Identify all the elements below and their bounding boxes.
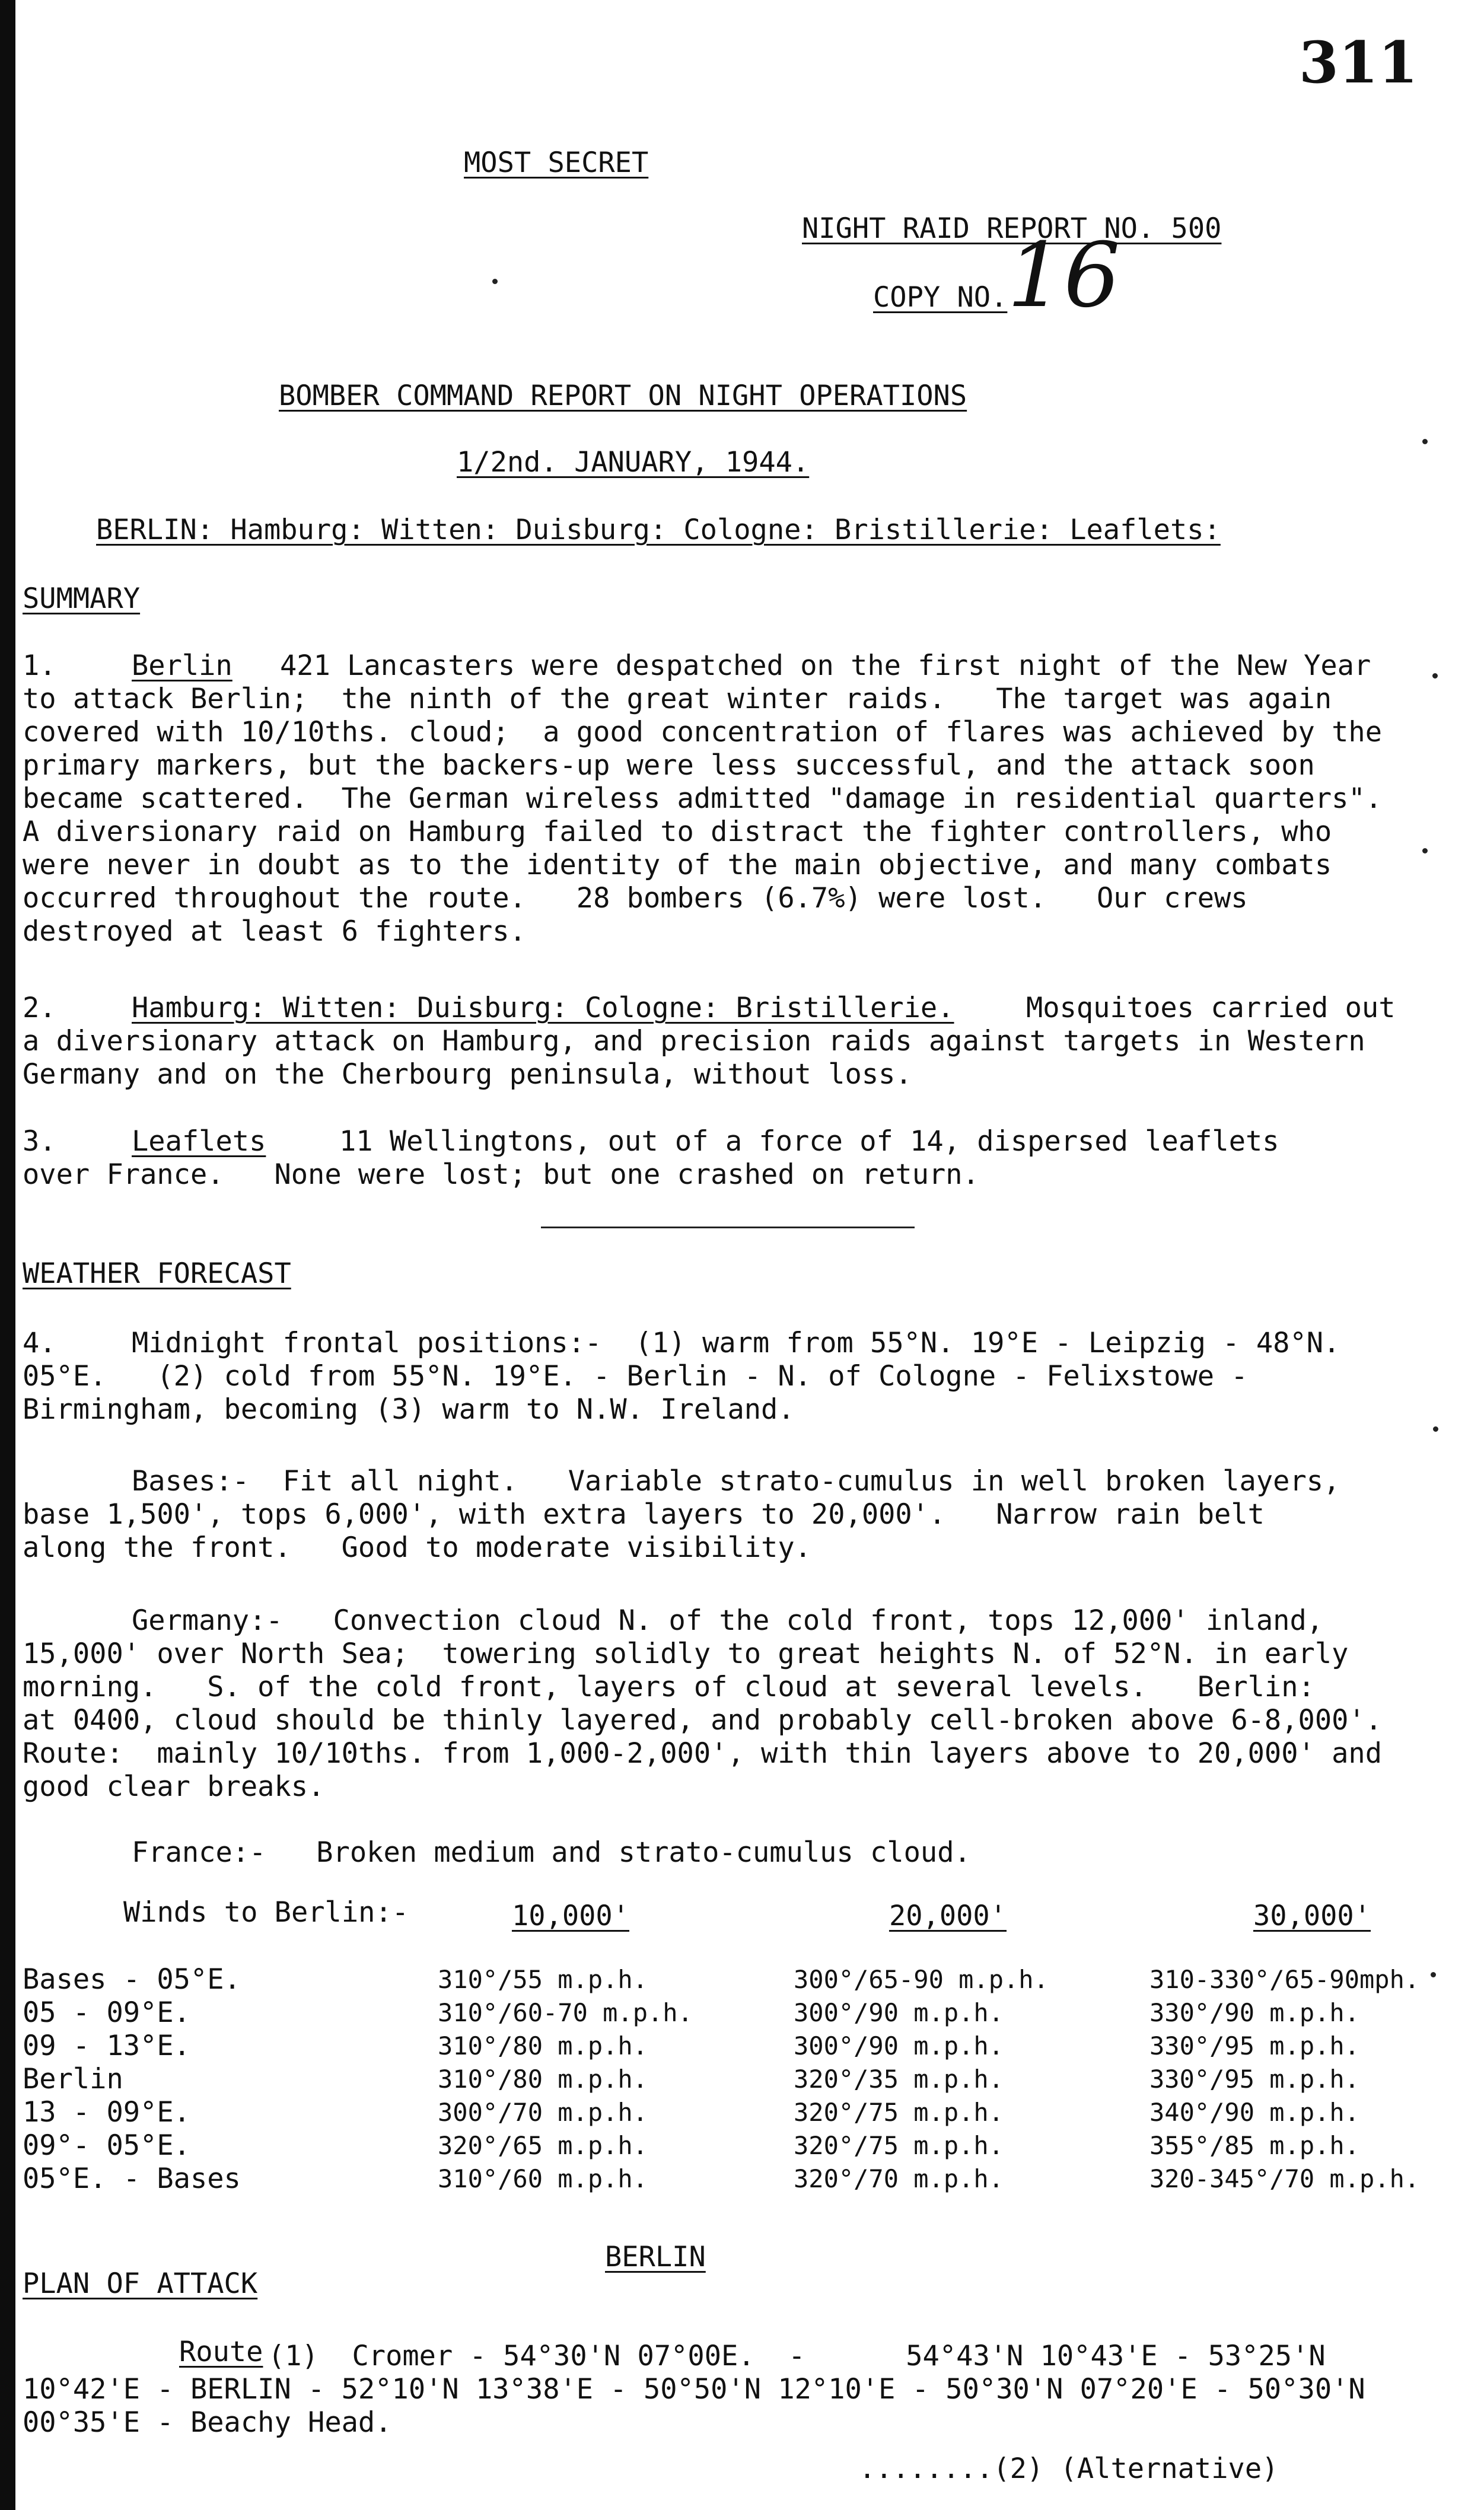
winds-header-20000: 20,000' <box>889 1900 1007 1932</box>
route-line: 00°35'E - Beachy Head. <box>23 2406 392 2439</box>
winds-30000-value: 330°/95 m.p.h. <box>1149 2065 1360 2094</box>
targets-line: BERLIN: Hamburg: Witten: Duisburg: Cologne: Bristillerie: Leaflets: <box>96 514 1221 546</box>
winds-30000-value: 320-345°/70 m.p.h. <box>1149 2164 1420 2193</box>
weather-germany-line: morning. S. of the cold front, layers of cloud at several levels. Berlin: <box>23 1671 1315 1703</box>
section-divider <box>541 1227 915 1228</box>
para2-line: Germany and on the Cherbourg peninsula, without loss. <box>23 1058 912 1091</box>
para2-title: Hamburg: Witten: Duisburg: Cologne: Bristillerie. <box>132 992 954 1024</box>
scan-speck <box>1431 1972 1436 1977</box>
summary-heading: SUMMARY <box>23 582 141 615</box>
winds-20000-value: 300°/90 m.p.h. <box>794 2031 1004 2060</box>
winds-10000-value: 310°/55 m.p.h. <box>438 1965 648 1994</box>
route-alternative: ........(2) (Alternative) <box>859 2452 1279 2485</box>
weather-bases-line: Bases:- Fit all night. Variable strato-cumulus in well broken layers, <box>132 1465 1340 1498</box>
classification: MOST SECRET <box>464 146 649 179</box>
winds-20000-value: 320°/35 m.p.h. <box>794 2065 1004 2094</box>
winds-10000-value: 310°/80 m.p.h. <box>438 2065 648 2094</box>
para3-line: over France. None were lost; but one crashed on return. <box>23 1158 979 1191</box>
winds-segment: 05°E. - Bases <box>23 2162 241 2195</box>
para1-line: destroyed at least 6 fighters. <box>23 915 526 948</box>
winds-10000-value: 310°/60 m.p.h. <box>438 2164 648 2193</box>
scan-speck <box>1422 848 1428 853</box>
weather-germany-line: Germany:- Convection cloud N. of the cold front, tops 12,000' inland, <box>132 1604 1324 1637</box>
weather-france-line: France:- Broken medium and strato-cumulus cloud. <box>132 1836 971 1869</box>
winds-header-10000: 10,000' <box>511 1900 630 1932</box>
para1-number: 1. <box>23 649 56 682</box>
winds-header-30000: 30,000' <box>1253 1900 1371 1932</box>
para1-line: to attack Berlin; the ninth of the great winter raids. The target was again <box>23 683 1332 715</box>
winds-10000-value: 310°/60-70 m.p.h. <box>438 1998 693 2027</box>
para1-line: covered with 10/10ths. cloud; a good concentration of flares was achieved by the <box>23 716 1383 748</box>
para1-line: A diversionary raid on Hamburg failed to distract the fighter controllers, who <box>23 816 1332 848</box>
winds-30000-value: 355°/85 m.p.h. <box>1149 2131 1360 2160</box>
weather-germany-line: at 0400, cloud should be thinly layered, and probably cell-broken above 6-8,000'. <box>23 1704 1383 1737</box>
para1-title: Berlin <box>132 649 233 682</box>
weather-germany-line: 15,000' over North Sea; towering solidly to great heights N. of 52°N. in early <box>23 1638 1349 1670</box>
winds-segment: 13 - 09°E. <box>23 2096 190 2129</box>
winds-30000-value: 330°/95 m.p.h. <box>1149 2031 1360 2060</box>
winds-10000-value: 320°/65 m.p.h. <box>438 2131 648 2160</box>
weather-p4-number: 4. <box>23 1327 56 1359</box>
winds-20000-value: 320°/70 m.p.h. <box>794 2164 1004 2193</box>
winds-20000-value: 320°/75 m.p.h. <box>794 2131 1004 2160</box>
para2-number: 2. <box>23 992 56 1024</box>
route-line: 10°42'E - BERLIN - 52°10'N 13°38'E - 50°50'N 12°10'E - 50°30'N 07°20'E - 50°30'N <box>23 2373 1365 2406</box>
scan-speck <box>1422 439 1428 444</box>
winds-30000-value: 340°/90 m.p.h. <box>1149 2098 1360 2127</box>
winds-20000-value: 320°/75 m.p.h. <box>794 2098 1004 2127</box>
para3-line: 11 Wellingtons, out of a force of 14, dispersed leaflets <box>339 1125 1279 1158</box>
para1-line: were never in doubt as to the identity of the main objective, and many combats <box>23 849 1332 881</box>
weather-bases-line: base 1,500', tops 6,000', with extra layers to 20,000'. Narrow rain belt <box>23 1498 1265 1531</box>
winds-segment: 09°- 05°E. <box>23 2129 190 2162</box>
route-label: Route <box>179 2336 263 2368</box>
winds-10000-value: 310°/80 m.p.h. <box>438 2031 648 2060</box>
winds-30000-value: 330°/90 m.p.h. <box>1149 1998 1360 2027</box>
para1-line: primary markers, but the backers-up were less successful, and the attack soon <box>23 749 1315 782</box>
plan-heading: PLAN OF ATTACK <box>23 2267 258 2300</box>
para1-line: became scattered. The German wireless admitted "damage in residential quarters". <box>23 782 1383 815</box>
scan-edge <box>0 0 15 2510</box>
weather-bases-line: along the front. Good to moderate visibility. <box>23 1531 811 1564</box>
winds-segment: Bases - 05°E. <box>23 1963 241 1996</box>
report-title: BOMBER COMMAND REPORT ON NIGHT OPERATIONS <box>279 380 967 412</box>
para2-line: Mosquitoes carried out <box>1026 992 1396 1024</box>
scan-speck <box>492 279 498 284</box>
winds-20000-value: 300°/65-90 m.p.h. <box>794 1965 1049 1994</box>
report-number: NIGHT RAID REPORT NO. 500 <box>802 212 1222 245</box>
plan-target-heading: BERLIN <box>605 2241 706 2273</box>
scan-speck <box>1432 673 1438 679</box>
winds-segment: 05 - 09°E. <box>23 1996 190 2029</box>
scan-speck <box>1433 1426 1438 1432</box>
winds-30000-value: 310-330°/65-90mph. <box>1149 1965 1420 1994</box>
weather-germany-line: Route: mainly 10/10ths. from 1,000-2,000', with thin layers above to 20,000' and <box>23 1737 1383 1770</box>
weather-p4-line: Midnight frontal positions:- (1) warm from 55°N. 19°E - Leipzig - 48°N. <box>132 1327 1340 1359</box>
para3-number: 3. <box>23 1125 56 1158</box>
winds-20000-value: 300°/90 m.p.h. <box>794 1998 1004 2027</box>
route-line: (1) Cromer - 54°30'N 07°00E. - 54°43'N 10°43'E - 53°25'N <box>268 2340 1326 2372</box>
page-number: 311 <box>1299 29 1418 96</box>
para2-line: a diversionary attack on Hamburg, and precision raids against targets in Western <box>23 1025 1365 1057</box>
winds-segment: 09 - 13°E. <box>23 2030 190 2062</box>
weather-germany-line: good clear breaks. <box>23 1770 325 1803</box>
para1-line: occurred throughout the route. 28 bombers (6.7%) were lost. Our crews <box>23 882 1248 915</box>
copy-label: COPY NO. <box>873 281 1008 314</box>
copy-number: 16 <box>1007 224 1120 327</box>
weather-p4-line: Birmingham, becoming (3) warm to N.W. Ireland. <box>23 1393 795 1426</box>
para3-title: Leaflets <box>132 1125 266 1158</box>
weather-p4-line: 05°E. (2) cold from 55°N. 19°E. - Berlin - N. of Cologne - Felixstowe - <box>23 1360 1248 1393</box>
winds-label: Winds to Berlin:- <box>123 1896 409 1929</box>
report-date: 1/2nd. JANUARY, 1944. <box>457 446 810 479</box>
winds-10000-value: 300°/70 m.p.h. <box>438 2098 648 2127</box>
winds-segment: Berlin <box>23 2063 123 2095</box>
weather-heading: WEATHER FORECAST <box>23 1257 291 1290</box>
para1-line: 421 Lancasters were despatched on the first night of the New Year <box>280 649 1371 682</box>
